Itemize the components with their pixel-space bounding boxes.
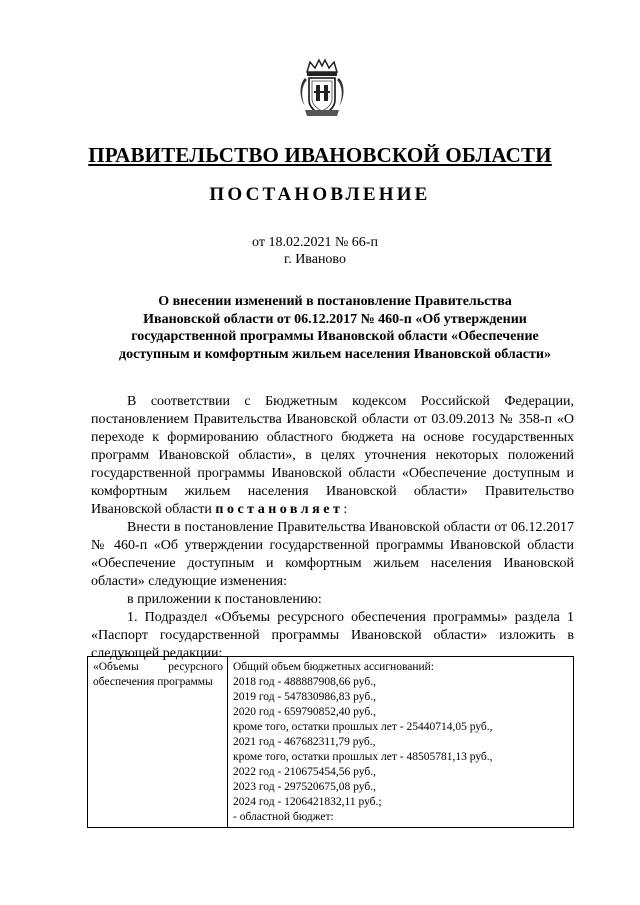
value-line: 2024 год - 1206421832,11 руб.; <box>233 796 382 808</box>
document-type: ПОСТАНОВЛЕНИЕ <box>209 184 431 205</box>
government-name: ПРАВИТЕЛЬСТВО ИВАНОВСКОЙ ОБЛАСТИ <box>88 143 552 167</box>
value-line: 2018 год - 488887908,66 руб., <box>233 676 376 688</box>
heading-line: государственной программы Ивановской области «Обеспечение <box>131 329 539 344</box>
heading-line: Ивановской области от 06.12.2017 № 460-п «Об утверждении <box>143 311 527 327</box>
city: г. Иваново <box>284 252 346 267</box>
value-line: Общий объем бюджетных ассигнований: <box>233 661 434 673</box>
body-text <box>91 393 574 663</box>
document-heading <box>90 293 580 363</box>
value-line: 2019 год - 547830986,83 руб., <box>233 691 376 703</box>
value-line: 2022 год - 210675454,56 руб., <box>233 766 376 778</box>
document-meta <box>0 234 640 268</box>
paragraph-item-1: 1. Подраздел «Объемы ресурсного обеспечения программы» раздела 1 «Паспорт государственной программы Ивановской области» изложить в следующей редакции: <box>91 610 574 661</box>
table-label-text: «Объемы ресурсного обеспечения программы <box>93 661 223 688</box>
value-line: кроме того, остатки прошлых лет - 48505781,13 руб., <box>233 751 493 763</box>
heading-line: доступным и комфортным жильем населения Ивановской области» <box>119 346 551 362</box>
ivanovo-coat-of-arms-icon <box>297 58 347 118</box>
value-line: 2021 год - 467682311,79 руб., <box>233 736 376 748</box>
table-cell-label <box>88 657 228 828</box>
table-cell-values <box>228 657 574 828</box>
paragraph-amend: Внести в постановление Правительства Ивановской области от 06.12.2017 № 460-п «Об утверждении государственной программы Ивановской области «Обеспечение доступным и комфортным жильем населения Ивановской области» следующие изменения: <box>91 520 574 589</box>
paragraph-annex: в приложении к постановлению: <box>127 592 322 607</box>
value-line: 2023 год - 297520675,08 руб., <box>233 781 376 793</box>
date-number: от 18.02.2021 № 66-п <box>252 235 378 250</box>
resource-table <box>87 656 574 828</box>
table-row <box>88 657 574 828</box>
heading-line: О внесении изменений в постановление Правительства <box>158 294 512 309</box>
value-line: 2020 год - 659790852,40 руб., <box>233 706 376 718</box>
colon: : <box>343 502 348 517</box>
value-line: кроме того, остатки прошлых лет - 25440714,05 руб., <box>233 721 493 733</box>
paragraph-basis <box>91 393 574 519</box>
resolves-word: постановляет <box>215 502 344 517</box>
value-line: - областной бюджет: <box>233 811 334 823</box>
paragraph-basis-text: В соответствии с Бюджетным кодексом Российской Федерации, постановлением Правительства Ивановской области от 03.09.2013 № 358-п «О переходе к формированию областного бюджета на основе государственных программ Ивановской области», в целях уточнения некоторых положений государственной программы Ивановской области «Обеспечение доступным и комфортным жильем населения Ивановской области» Правительство Ивановской области <box>91 394 574 517</box>
